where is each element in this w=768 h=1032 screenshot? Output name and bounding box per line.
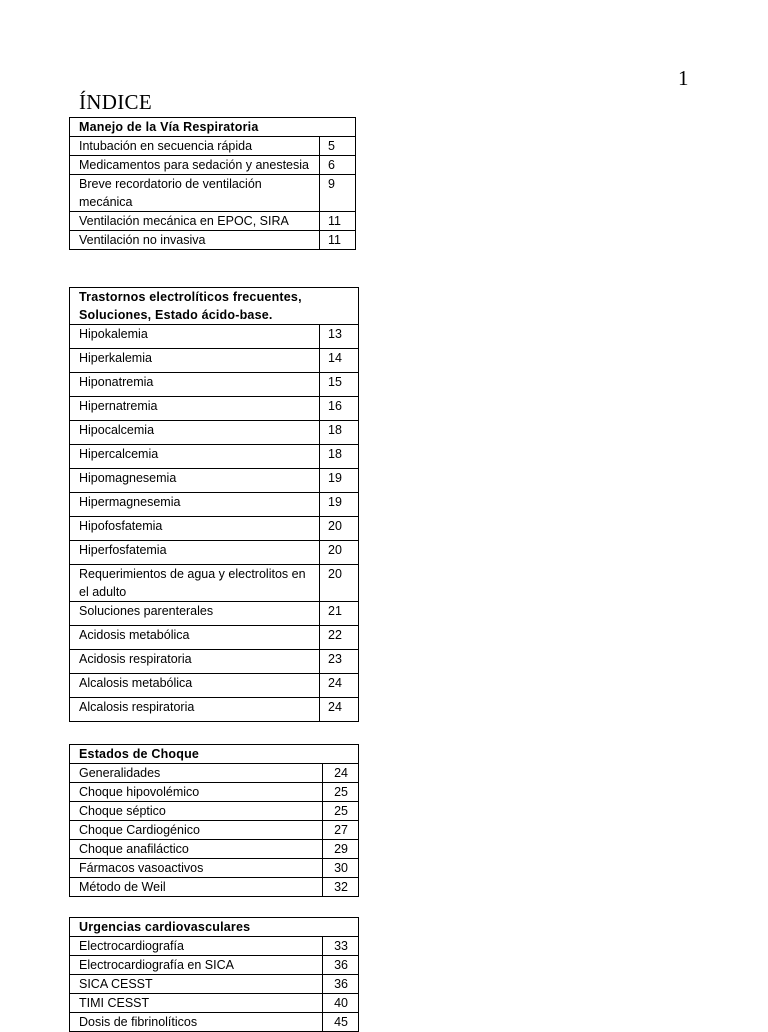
toc-section-header bbox=[70, 745, 359, 764]
entry-page: 6 bbox=[320, 156, 356, 175]
toc-row bbox=[70, 698, 359, 722]
entry-title: Choque anafiláctico bbox=[70, 840, 323, 859]
toc-table-cardiovascular bbox=[69, 917, 359, 1032]
toc-row bbox=[70, 956, 359, 975]
toc-row bbox=[70, 821, 359, 840]
entry-page: 40 bbox=[323, 994, 359, 1013]
entry-title: Choque séptico bbox=[70, 802, 323, 821]
toc-row bbox=[70, 783, 359, 802]
toc-row bbox=[70, 373, 359, 397]
entry-page: 22 bbox=[320, 626, 359, 650]
entry-page: 20 bbox=[320, 517, 359, 541]
toc-row bbox=[70, 565, 359, 602]
section-heading: Urgencias cardiovasculares bbox=[70, 918, 359, 937]
entry-page: 30 bbox=[323, 859, 359, 878]
entry-page: 36 bbox=[323, 975, 359, 994]
entry-title: Acidosis respiratoria bbox=[70, 650, 320, 674]
toc-row bbox=[70, 469, 359, 493]
toc-row bbox=[70, 802, 359, 821]
toc-row bbox=[70, 212, 356, 231]
toc-table-electrolytes bbox=[69, 287, 359, 722]
toc-row bbox=[70, 994, 359, 1013]
toc-row bbox=[70, 840, 359, 859]
page-number: 1 bbox=[678, 66, 689, 90]
entry-page: 18 bbox=[320, 421, 359, 445]
toc-row bbox=[70, 137, 356, 156]
toc-table-airway bbox=[69, 117, 356, 250]
entry-page: 32 bbox=[323, 878, 359, 897]
toc-row bbox=[70, 626, 359, 650]
entry-page: 21 bbox=[320, 602, 359, 626]
toc-row bbox=[70, 325, 359, 349]
entry-title: SICA CESST bbox=[70, 975, 323, 994]
entry-title: Alcalosis respiratoria bbox=[70, 698, 320, 722]
entry-title: Generalidades bbox=[70, 764, 323, 783]
toc-table-shock bbox=[69, 744, 359, 897]
index-title: ÍNDICE bbox=[79, 90, 152, 114]
entry-page: 23 bbox=[320, 650, 359, 674]
entry-page: 27 bbox=[323, 821, 359, 840]
entry-page: 29 bbox=[323, 840, 359, 859]
entry-title: Hipercalcemia bbox=[70, 445, 320, 469]
entry-title: TIMI CESST bbox=[70, 994, 323, 1013]
toc-section-header bbox=[70, 288, 359, 325]
entry-page: 11 bbox=[320, 212, 356, 231]
entry-page: 20 bbox=[320, 541, 359, 565]
entry-title: Ventilación no invasiva bbox=[70, 231, 320, 250]
entry-page: 11 bbox=[320, 231, 356, 250]
entry-title: Choque Cardiogénico bbox=[70, 821, 323, 840]
toc-row bbox=[70, 1013, 359, 1032]
entry-page: 16 bbox=[320, 397, 359, 421]
entry-page: 5 bbox=[320, 137, 356, 156]
section-heading: Manejo de la Vía Respiratoria bbox=[70, 118, 356, 137]
entry-page: 24 bbox=[320, 674, 359, 698]
entry-title: Hiperkalemia bbox=[70, 349, 320, 373]
entry-title: Hipofosfatemia bbox=[70, 517, 320, 541]
toc-row bbox=[70, 156, 356, 175]
section-heading: Trastornos electrolíticos frecuentes, Soluciones, Estado ácido-base. bbox=[70, 288, 359, 325]
entry-page: 25 bbox=[323, 783, 359, 802]
entry-title: Soluciones parenterales bbox=[70, 602, 320, 626]
toc-row bbox=[70, 859, 359, 878]
entry-title: Hipomagnesemia bbox=[70, 469, 320, 493]
toc-row bbox=[70, 421, 359, 445]
entry-title: Electrocardiografía en SICA bbox=[70, 956, 323, 975]
entry-title: Electrocardiografía bbox=[70, 937, 323, 956]
entry-title: Ventilación mecánica en EPOC, SIRA bbox=[70, 212, 320, 231]
entry-title: Hiperfosfatemia bbox=[70, 541, 320, 565]
entry-title: Hipermagnesemia bbox=[70, 493, 320, 517]
toc-section-header bbox=[70, 918, 359, 937]
entry-page: 36 bbox=[323, 956, 359, 975]
entry-page: 18 bbox=[320, 445, 359, 469]
entry-page: 45 bbox=[323, 1013, 359, 1032]
entry-title: Acidosis metabólica bbox=[70, 626, 320, 650]
entry-title: Intubación en secuencia rápida bbox=[70, 137, 320, 156]
toc-row bbox=[70, 541, 359, 565]
toc-row bbox=[70, 175, 356, 212]
entry-title: Dosis de fibrinolíticos bbox=[70, 1013, 323, 1032]
toc-row bbox=[70, 764, 359, 783]
entry-page: 33 bbox=[323, 937, 359, 956]
entry-page: 20 bbox=[320, 565, 359, 602]
toc-row bbox=[70, 878, 359, 897]
entry-page: 24 bbox=[320, 698, 359, 722]
toc-section-header bbox=[70, 118, 356, 137]
toc-row bbox=[70, 975, 359, 994]
entry-title: Hiponatremia bbox=[70, 373, 320, 397]
entry-page: 19 bbox=[320, 469, 359, 493]
entry-title: Choque hipovolémico bbox=[70, 783, 323, 802]
entry-title: Medicamentos para sedación y anestesia bbox=[70, 156, 320, 175]
toc-row bbox=[70, 493, 359, 517]
toc-row bbox=[70, 650, 359, 674]
entry-page: 15 bbox=[320, 373, 359, 397]
entry-page: 19 bbox=[320, 493, 359, 517]
toc-row bbox=[70, 674, 359, 698]
toc-row bbox=[70, 937, 359, 956]
section-heading: Estados de Choque bbox=[70, 745, 359, 764]
toc-row bbox=[70, 517, 359, 541]
entry-title: Requerimientos de agua y electrolitos en el adulto bbox=[70, 565, 320, 602]
entry-title: Breve recordatorio de ventilación mecánica bbox=[70, 175, 320, 212]
toc-row bbox=[70, 349, 359, 373]
entry-title: Hipocalcemia bbox=[70, 421, 320, 445]
entry-title: Hipernatremia bbox=[70, 397, 320, 421]
entry-page: 9 bbox=[320, 175, 356, 212]
entry-title: Alcalosis metabólica bbox=[70, 674, 320, 698]
entry-page: 14 bbox=[320, 349, 359, 373]
toc-row bbox=[70, 397, 359, 421]
toc-row bbox=[70, 445, 359, 469]
entry-page: 25 bbox=[323, 802, 359, 821]
entry-title: Método de Weil bbox=[70, 878, 323, 897]
toc-row bbox=[70, 231, 356, 250]
entry-title: Fármacos vasoactivos bbox=[70, 859, 323, 878]
entry-page: 13 bbox=[320, 325, 359, 349]
toc-row bbox=[70, 602, 359, 626]
entry-title: Hipokalemia bbox=[70, 325, 320, 349]
entry-page: 24 bbox=[323, 764, 359, 783]
